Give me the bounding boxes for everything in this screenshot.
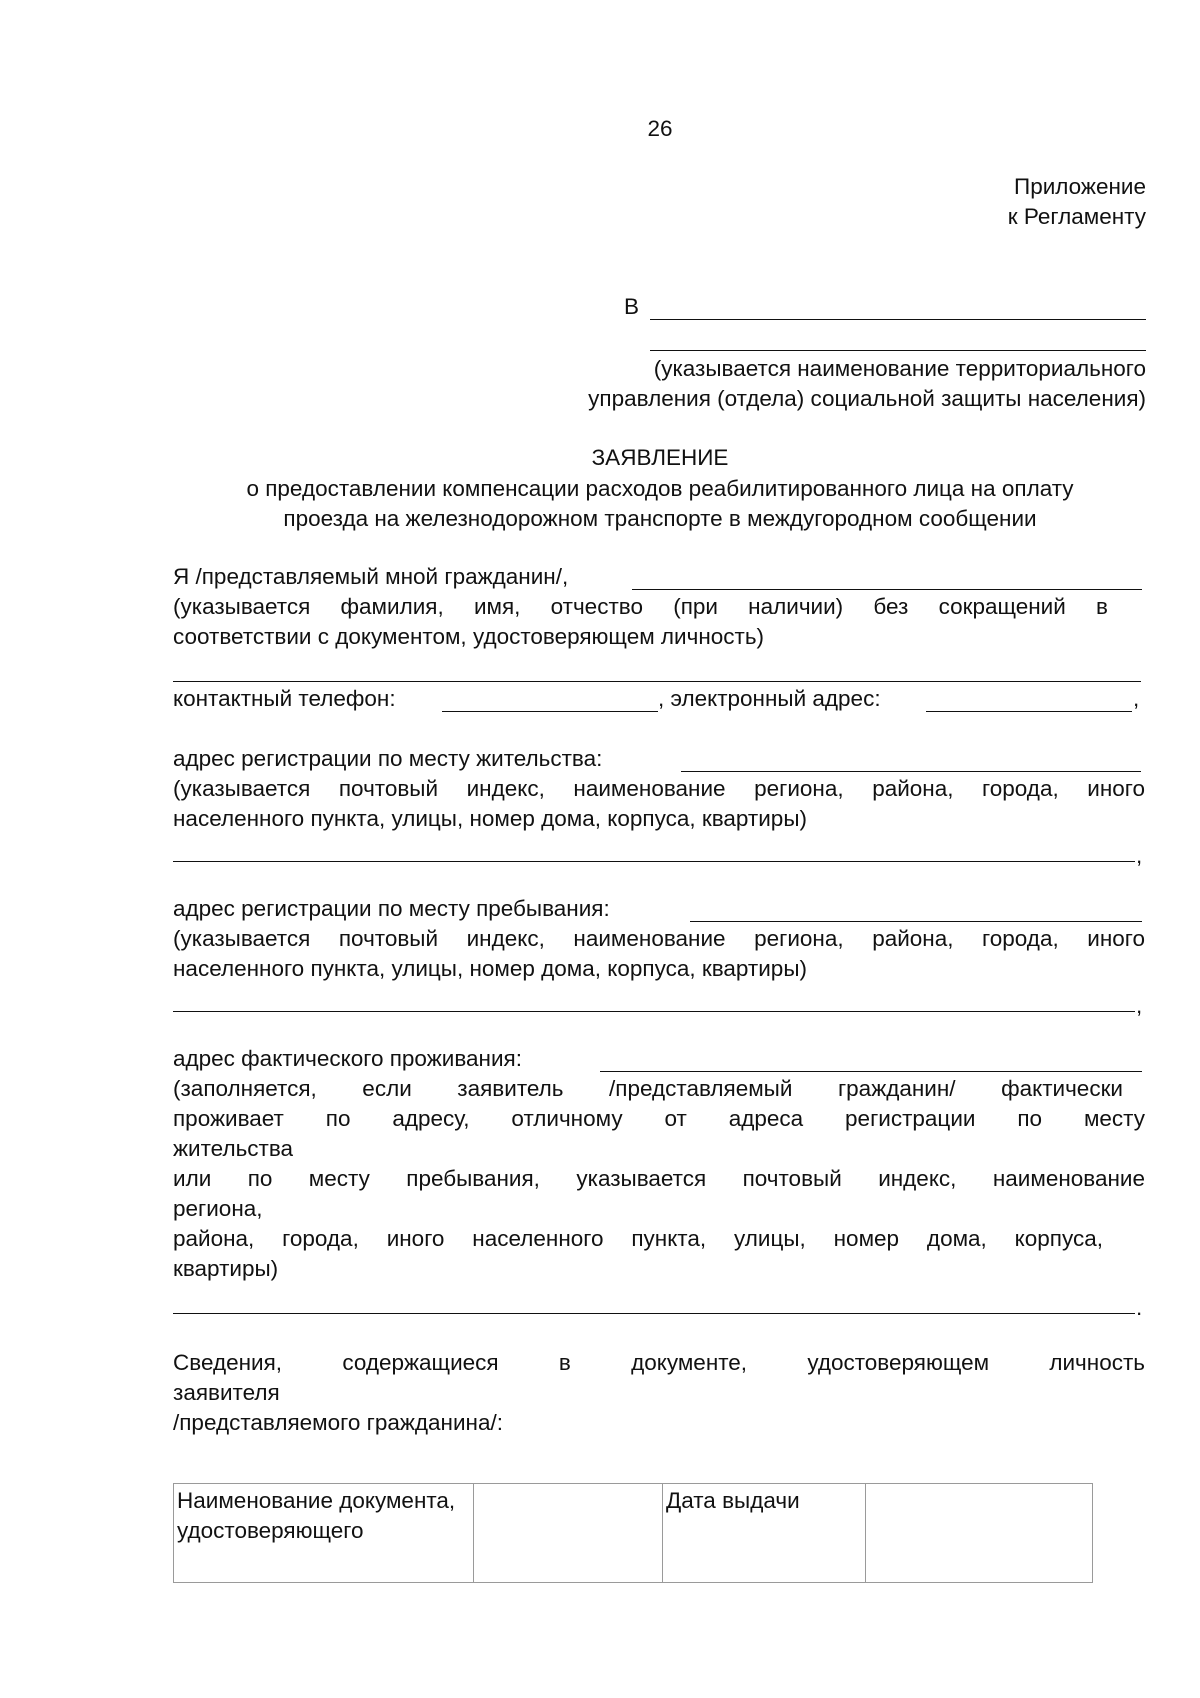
stay-hint-line-1: (указывается почтовый индекс, наименование региона, района, города, иного [173,926,1145,951]
issue-date-label-cell: Дата выдачи [663,1484,866,1583]
actual-hint-line-2: проживает по адресу, отличному от адреса регистрации по месту [173,1106,1145,1131]
phone-field-line [442,711,658,712]
stay-end-comma: , [1136,993,1143,1018]
actual-hint-line-4: или по месту пребывания, указывается почтовый индекс, наименование [173,1166,1145,1191]
residence-end-comma: , [1136,843,1143,868]
addressee-field-line-1 [650,319,1146,320]
identity-line-1: Сведения, содержащиеся в документе, удостоверяющем личность [173,1350,1145,1375]
addressee-prefix: В [624,294,640,319]
actual-hint-line-1: (заполняется, если заявитель /представляемый гражданин/ фактически [173,1076,1123,1101]
actual-hint-line-5: региона, [173,1196,263,1221]
identity-line-3: /представляемого гражданина/: [173,1410,503,1435]
phone-label: контактный телефон: [173,686,396,711]
applicant-hint-line-2: соответствии с документом, удостоверяющем личность) [173,624,765,649]
addressee-hint-line-2: управления (отдела) социальной защиты населения) [588,386,1146,411]
actual-label: адрес фактического проживания: [173,1046,522,1071]
applicant-hint-line-1: (указывается фамилия, имя, отчество (при наличии) без сокращений в [173,594,1108,619]
actual-end-period: . [1136,1295,1143,1320]
residence-hint-line-2: населенного пункта, улицы, номер дома, корпуса, квартиры) [173,806,807,831]
addressee-hint-line-1: (указывается наименование территориального [653,356,1146,381]
actual-hint-line-3: жительства [173,1136,294,1161]
applicant-name-field [632,589,1142,590]
doc-name-label-cell: Наименование документа, удостоверяющего [174,1484,474,1583]
identity-document-table [173,1483,1093,1583]
doc-name-value-cell [474,1484,663,1583]
document-subject-line-1: о предоставлении компенсации расходов реабилитированного лица на оплату [246,476,1074,501]
page-number: 26 [647,116,673,141]
actual-field-line [600,1071,1142,1072]
stay-field-line [690,921,1142,922]
residence-field-line [681,771,1141,772]
applicant-extra-field-line [173,681,1141,682]
actual-extra-field-line [173,1313,1135,1314]
document-heading: ЗАЯВЛЕНИЕ [591,445,729,470]
actual-hint-line-6: района, города, иного населенного пункта, улицы, номер дома, корпуса, [173,1226,1103,1251]
stay-hint-line-2: населенного пункта, улицы, номер дома, корпуса, квартиры) [173,956,807,981]
residence-hint-line-1: (указывается почтовый индекс, наименование региона, района, города, иного [173,776,1145,801]
residence-extra-field-line [173,861,1135,862]
email-field-line [926,711,1132,712]
residence-label: адрес регистрации по месту жительства: [173,746,603,771]
applicant-label: Я /представляемый мной гражданин/, [173,564,569,589]
appendix-line-1: Приложение [1014,174,1146,199]
table-row [174,1484,1093,1583]
email-label: , электронный адрес: [658,686,881,711]
stay-label: адрес регистрации по месту пребывания: [173,896,610,921]
addressee-field-line-2 [650,350,1146,351]
identity-line-2: заявителя [173,1380,280,1405]
issue-date-value-cell [866,1484,1093,1583]
stay-extra-field-line [173,1011,1135,1012]
document-subject-line-2: проезда на железнодорожном транспорте в междугородном сообщении [283,506,1037,531]
actual-hint-line-7: квартиры) [173,1256,279,1281]
appendix-line-2: к Регламенту [1007,204,1146,229]
contacts-end-comma: , [1133,686,1140,711]
